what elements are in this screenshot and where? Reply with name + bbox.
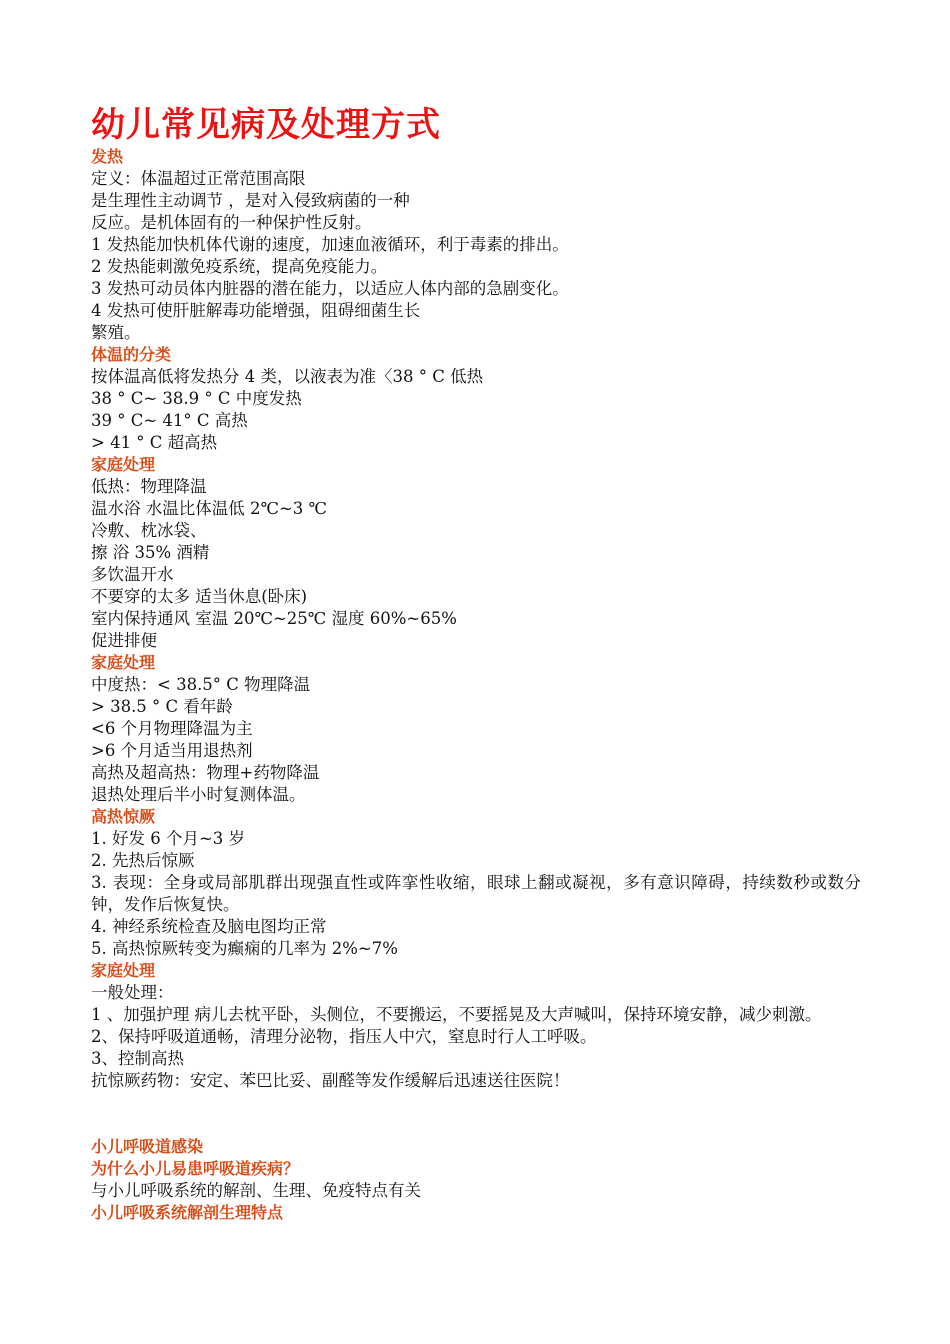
home-care-line: 退热处理后半小时复测体温。 (91, 785, 306, 804)
seizure-line: 3. 表现：全身或局部肌群出现强直性或阵挛性收缩，眼球上翻或凝视，多有意识障碍，持续数秒或数分钟，发作后恢复快。 (91, 873, 861, 914)
home-care-line: 温水浴 水温比体温低 2℃~3 ℃ (91, 499, 327, 518)
heading-temperature-classification: 体温的分类 (91, 345, 172, 364)
home-care-line: 一般处理： (91, 983, 174, 1002)
respiratory-answer: 与小儿呼吸系统的解剖、生理、免疫特点有关 (91, 1181, 421, 1200)
fever-line: 3 发热可动员体内脏器的潜在能力，以适应人体内部的急剧变化。 (91, 279, 569, 298)
document-title: 幼儿常见病及处理方式 (91, 105, 441, 145)
home-care-line: 冷敷、枕冰袋、 (91, 521, 207, 540)
classification-line: > 41 ° C 超高热 (91, 433, 218, 452)
home-care-line: 促进排便 (91, 631, 157, 650)
heading-fever: 发热 (91, 147, 124, 166)
home-care-line: 抗惊厥药物：安定、苯巴比妥、副醛等发作缓解后迅速送往医院！ (91, 1071, 570, 1090)
fever-line: 繁殖。 (91, 323, 141, 342)
heading-home-care-low-fever: 家庭处理 (91, 455, 156, 474)
home-care-line: 2、保持呼吸道通畅，清理分泌物，指压人中穴，窒息时行人工呼吸。 (91, 1027, 597, 1046)
home-care-line: 高热及超高热：物理+药物降温 (91, 763, 320, 782)
fever-line: 是生理性主动调节 ，是对入侵致病菌的一种 (91, 191, 410, 210)
heading-respiratory-anatomy: 小儿呼吸系统解剖生理特点 (91, 1203, 284, 1222)
home-care-line: >6 个月适当用退热剂 (91, 741, 253, 760)
home-care-line: > 38.5 ° C 看年龄 (91, 697, 233, 716)
fever-line: 4 发热可使肝脏解毒功能增强，阻碍细菌生长 (91, 301, 421, 320)
fever-line: 反应。是机体固有的一种保护性反射。 (91, 213, 372, 232)
home-care-line: 擦 浴 35% 酒精 (91, 543, 210, 562)
home-care-line: 室内保持通风 室温 20℃~25℃ 湿度 60%~65% (91, 609, 457, 628)
seizure-line: 1. 好发 6 个月~3 岁 (91, 829, 246, 848)
home-care-line: 中度热：< 38.5° C 物理降温 (91, 675, 311, 694)
section-gap (91, 1092, 861, 1136)
document-body (91, 104, 861, 1224)
home-care-line: 多饮温开水 (91, 565, 174, 584)
fever-line: 定义：体温超过正常范围高限 (91, 169, 306, 188)
fever-line: 2 发热能刺激免疫系统，提高免疫能力。 (91, 257, 388, 276)
classification-line: 39 ° C~ 41° C 高热 (91, 411, 248, 430)
heading-home-care-seizure: 家庭处理 (91, 961, 156, 980)
heading-respiratory-infection: 小儿呼吸道感染 (91, 1137, 204, 1156)
seizure-line: 5. 高热惊厥转变为癫痫的几率为 2%~7% (91, 939, 398, 958)
home-care-line: <6 个月物理降温为主 (91, 719, 253, 738)
home-care-line: 1 、加强护理 病儿去枕平卧，头侧位，不要搬运，不要摇晃及大声喊叫，保持环境安静，减少刺激。 (91, 1005, 822, 1024)
home-care-line: 不要穿的太多 适当休息(卧床) (91, 587, 308, 606)
fever-line: 1 发热能加快机体代谢的速度，加速血液循环，利于毒素的排出。 (91, 235, 569, 254)
home-care-line: 低热：物理降温 (91, 477, 207, 496)
heading-home-care-moderate-fever: 家庭处理 (91, 653, 156, 672)
heading-respiratory-question: 为什么小儿易患呼吸道疾病？ (91, 1159, 300, 1178)
seizure-line: 2. 先热后惊厥 (91, 851, 195, 870)
classification-line: 按体温高低将发热分 4 类，以液表为准〈38 ° C 低热 (91, 367, 484, 386)
heading-febrile-seizure: 高热惊厥 (91, 807, 156, 826)
seizure-line: 4. 神经系统检查及脑电图均正常 (91, 917, 327, 936)
classification-line: 38 ° C~ 38.9 ° C 中度发热 (91, 389, 302, 408)
home-care-line: 3、控制高热 (91, 1049, 184, 1068)
